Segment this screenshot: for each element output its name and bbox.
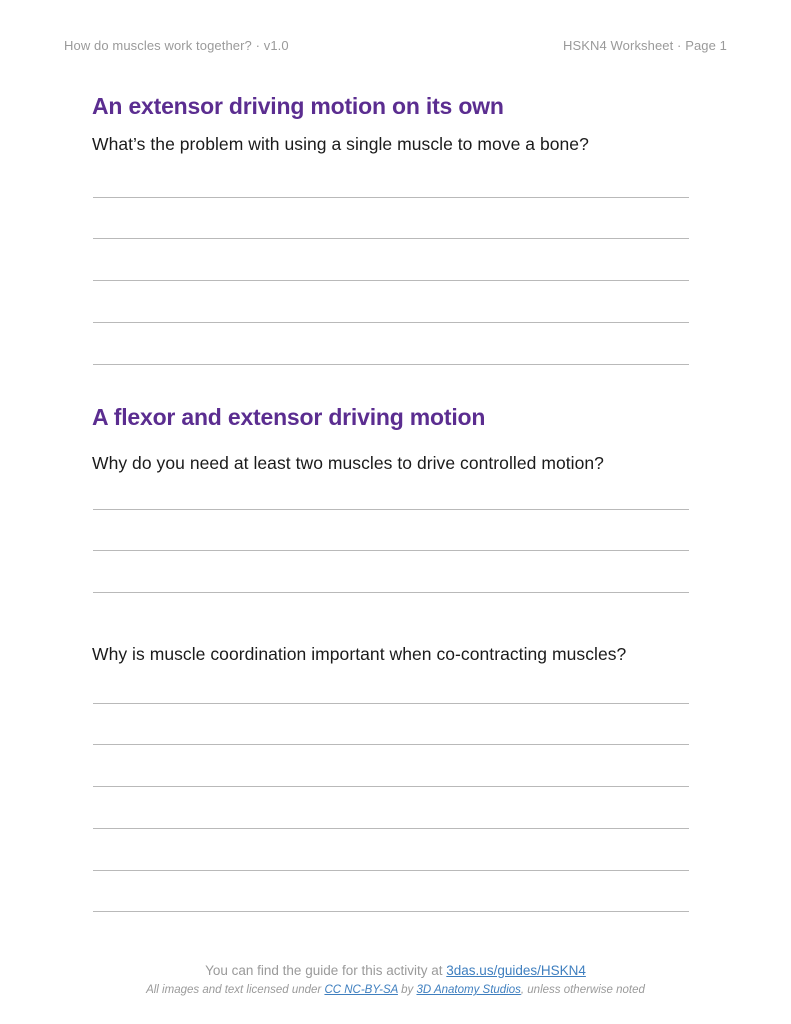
answer-line (93, 197, 689, 198)
answer-line (93, 911, 689, 912)
author-link[interactable]: 3D Anatomy Studios (416, 984, 521, 996)
header-doc-title: How do muscles work together? · v1.0 (64, 38, 289, 53)
footer-guide-text: You can find the guide for this activity at (205, 963, 443, 978)
answer-line (93, 786, 689, 787)
answer-line (93, 592, 689, 593)
question-single-muscle: What’s the problem with using a single muscle to move a bone? (92, 134, 589, 154)
license-suffix: , unless otherwise noted (520, 984, 645, 996)
answer-line (93, 828, 689, 829)
answer-line (93, 322, 689, 323)
answer-line (93, 744, 689, 745)
answer-line (93, 238, 689, 239)
answer-line (93, 703, 689, 704)
answer-line (93, 870, 689, 871)
guide-link[interactable]: 3das.us/guides/HSKN4 (446, 963, 586, 978)
question-two-muscles: Why do you need at least two muscles to drive controlled motion? (92, 453, 604, 473)
question-coordination: Why is muscle coordination important when co-contracting muscles? (92, 644, 627, 664)
footer-guide (0, 963, 791, 978)
license-by: by (401, 984, 414, 996)
section-title-extensor: An extensor driving motion on its own (92, 93, 504, 119)
answer-line (93, 509, 689, 510)
section-title-flexor-extensor: A flexor and extensor driving motion (92, 404, 486, 430)
answer-line (93, 550, 689, 551)
license-prefix: All images and text licensed under (146, 984, 322, 996)
footer-license (0, 984, 791, 996)
answer-line (93, 364, 689, 365)
license-link[interactable]: CC NC-BY-SA (324, 984, 398, 996)
answer-line (93, 280, 689, 281)
header-page-label: HSKN4 Worksheet · Page 1 (562, 38, 727, 53)
